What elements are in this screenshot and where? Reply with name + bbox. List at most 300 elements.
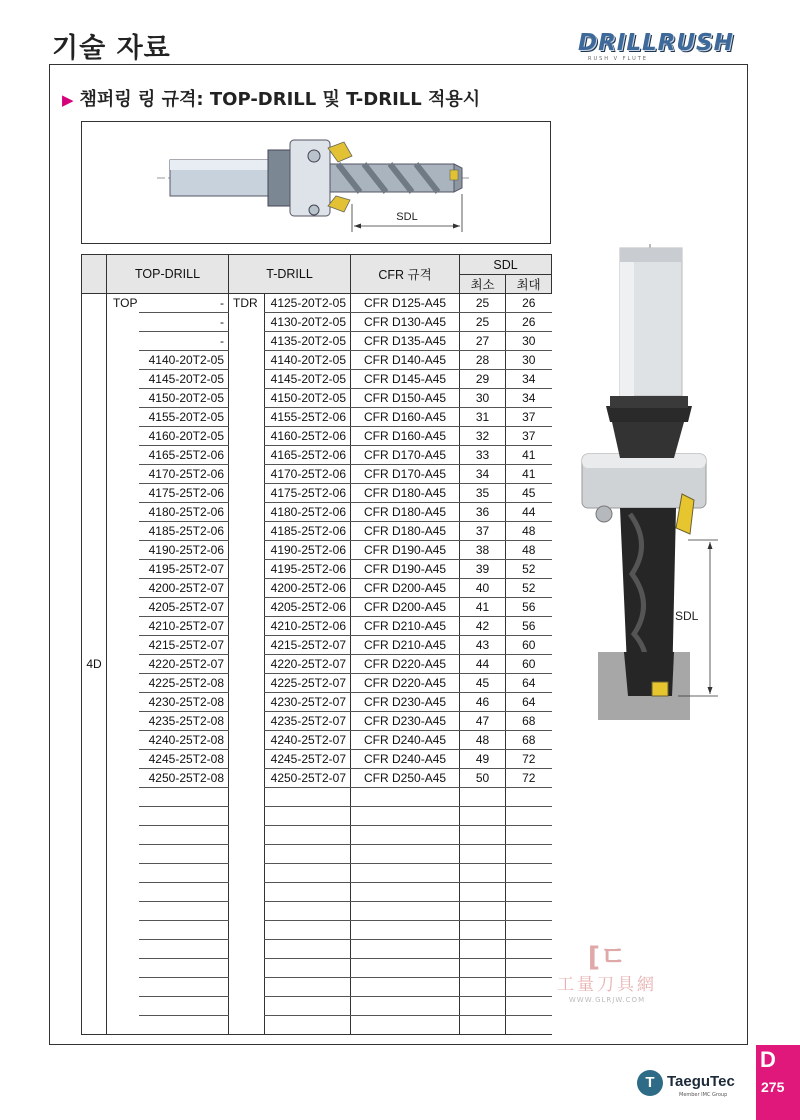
cfr-cell: CFR D220-A45 xyxy=(351,655,460,674)
t-prefix-blank xyxy=(229,484,265,503)
top-drill-cell: 4190-25T2-06 xyxy=(139,541,229,560)
sdl-max-cell: 68 xyxy=(506,712,552,731)
cfr-cell: CFR D180-A45 xyxy=(351,522,460,541)
photo-flange-top xyxy=(610,396,688,408)
top-drill-cell: 4160-20T2-05 xyxy=(139,427,229,446)
cfr-cell xyxy=(351,921,460,940)
table-row xyxy=(82,522,552,541)
t-drill-cell: 4215-25T2-07 xyxy=(265,636,351,655)
section-heading xyxy=(62,85,480,111)
prefix-blank xyxy=(107,674,139,693)
table-row xyxy=(82,351,552,370)
t-prefix-blank xyxy=(229,332,265,351)
cfr-cell: CFR D210-A45 xyxy=(351,636,460,655)
sdl-min-cell xyxy=(460,921,506,940)
triangle-right-icon: ▶ xyxy=(62,91,74,109)
watermark xyxy=(536,942,678,1012)
sdl-min-cell: 45 xyxy=(460,674,506,693)
sdl-min-cell xyxy=(460,826,506,845)
page-number: 275 xyxy=(761,1079,785,1095)
top-drill-cell: 4225-25T2-08 xyxy=(139,674,229,693)
table-row xyxy=(82,332,552,351)
t-drill-cell xyxy=(265,997,351,1016)
top-drill-cell xyxy=(139,826,229,845)
sdl-min-cell: 41 xyxy=(460,598,506,617)
sdl-min-cell xyxy=(460,902,506,921)
prefix-blank xyxy=(107,598,139,617)
t-prefix-blank xyxy=(229,636,265,655)
t-drill-cell: 4140-20T2-05 xyxy=(265,351,351,370)
prefix-blank xyxy=(107,788,139,807)
t-drill-cell xyxy=(265,807,351,826)
chamfer-ring-spec-table xyxy=(81,254,552,1035)
top-drill-cell: 4205-25T2-07 xyxy=(139,598,229,617)
header-sdl-max: 최대 xyxy=(506,275,552,294)
prefix-blank xyxy=(107,731,139,750)
top-drill-cell: 4220-25T2-07 xyxy=(139,655,229,674)
t-prefix-blank xyxy=(229,921,265,940)
prefix-blank xyxy=(107,959,139,978)
arrow-right-icon xyxy=(453,224,460,229)
table-row xyxy=(82,826,552,845)
prefix-blank xyxy=(107,560,139,579)
header-top-drill: TOP-DRILL xyxy=(107,255,229,294)
top-drill-cell xyxy=(139,978,229,997)
table-row xyxy=(82,1016,552,1035)
t-drill-cell xyxy=(265,826,351,845)
top-drill-cell: 4250-25T2-08 xyxy=(139,769,229,788)
prefix-blank xyxy=(107,883,139,902)
sdl-min-cell: 49 xyxy=(460,750,506,769)
t-drill-cell xyxy=(265,883,351,902)
cfr-cell: CFR D160-A45 xyxy=(351,427,460,446)
table-row xyxy=(82,921,552,940)
watermark-name: 工量刀具網 xyxy=(557,975,657,995)
header-cfr: CFR 규격 xyxy=(351,255,460,294)
table-row xyxy=(82,294,552,313)
sdl-min-cell: 39 xyxy=(460,560,506,579)
cfr-cell xyxy=(351,864,460,883)
t-drill-cell: 4195-25T2-06 xyxy=(265,560,351,579)
table-row xyxy=(82,959,552,978)
t-drill-cell: 4235-25T2-07 xyxy=(265,712,351,731)
prefix-blank xyxy=(107,465,139,484)
table-row xyxy=(82,788,552,807)
cfr-cell: CFR D230-A45 xyxy=(351,712,460,731)
table-row xyxy=(82,408,552,427)
cfr-cell xyxy=(351,826,460,845)
t-drill-cell xyxy=(265,1016,351,1035)
table-row xyxy=(82,769,552,788)
top-drill-cell: - xyxy=(139,332,229,351)
top-drill-cell: 4210-25T2-07 xyxy=(139,617,229,636)
top-drill-cell: 4230-25T2-08 xyxy=(139,693,229,712)
sdl-max-cell: 52 xyxy=(506,579,552,598)
sdl-min-cell xyxy=(460,978,506,997)
sdl-min-cell: 25 xyxy=(460,313,506,332)
section-heading-text: 챔퍼링 링 규격: TOP-DRILL 및 T-DRILL 적용시 xyxy=(79,89,481,110)
prefix-blank xyxy=(107,902,139,921)
cfr-cell: CFR D200-A45 xyxy=(351,598,460,617)
sdl-min-cell: 29 xyxy=(460,370,506,389)
table-row xyxy=(82,731,552,750)
table-row xyxy=(82,807,552,826)
top-prefix: TOP xyxy=(113,296,138,311)
table-row xyxy=(82,370,552,389)
prefix-blank xyxy=(107,807,139,826)
t-prefix-blank xyxy=(229,978,265,997)
t-prefix-blank xyxy=(229,655,265,674)
cfr-cell: CFR D160-A45 xyxy=(351,408,460,427)
sdl-min-cell: 40 xyxy=(460,579,506,598)
top-drill-cell xyxy=(139,902,229,921)
top-drill-cell: 4215-25T2-07 xyxy=(139,636,229,655)
t-prefix-blank xyxy=(229,712,265,731)
chamfer-insert xyxy=(328,142,352,162)
top-drill-cell: 4235-25T2-08 xyxy=(139,712,229,731)
top-drill-cell: 4165-25T2-06 xyxy=(139,446,229,465)
table-row xyxy=(82,655,552,674)
page-title: 기술 자료 xyxy=(52,33,171,64)
t-prefix-blank xyxy=(229,579,265,598)
sdl-min-cell: 34 xyxy=(460,465,506,484)
table-row xyxy=(82,541,552,560)
table-row xyxy=(82,560,552,579)
t-prefix-blank xyxy=(229,617,265,636)
t-drill-cell xyxy=(265,921,351,940)
cfr-cell xyxy=(351,997,460,1016)
top-drill-cell xyxy=(139,997,229,1016)
cfr-cell: CFR D250-A45 xyxy=(351,769,460,788)
prefix-blank xyxy=(107,712,139,731)
sdl-min-cell xyxy=(460,845,506,864)
prefix-blank xyxy=(107,693,139,712)
sdl-min-cell: 44 xyxy=(460,655,506,674)
table-row xyxy=(82,446,552,465)
sdl-max-cell: 41 xyxy=(506,465,552,484)
table-row xyxy=(82,389,552,408)
sdl-max-cell xyxy=(506,826,552,845)
sdl-min-cell: 36 xyxy=(460,503,506,522)
sdl-min-cell xyxy=(460,940,506,959)
sdl-min-cell: 27 xyxy=(460,332,506,351)
sdl-min-cell: 42 xyxy=(460,617,506,636)
top-drill-cell: 4140-20T2-05 xyxy=(139,351,229,370)
top-drill-cell: 4185-25T2-06 xyxy=(139,522,229,541)
t-prefix-blank xyxy=(229,446,265,465)
t-prefix-blank xyxy=(229,826,265,845)
top-drill-cell xyxy=(139,959,229,978)
top-drill-cell: - xyxy=(139,294,229,313)
prefix-blank xyxy=(107,940,139,959)
top-drill-cell: 4240-25T2-08 xyxy=(139,731,229,750)
cfr-cell: CFR D170-A45 xyxy=(351,446,460,465)
t-prefix-blank xyxy=(229,313,265,332)
top-drill-cell: 4145-20T2-05 xyxy=(139,370,229,389)
sdl-max-cell: 48 xyxy=(506,522,552,541)
table-body xyxy=(82,294,552,1035)
sdl-min-cell: 38 xyxy=(460,541,506,560)
table-row xyxy=(82,883,552,902)
prefix-blank xyxy=(107,522,139,541)
prefix-blank xyxy=(107,921,139,940)
table-row xyxy=(82,845,552,864)
t-prefix-blank xyxy=(229,465,265,484)
table-row xyxy=(82,636,552,655)
sdl-max-cell: 60 xyxy=(506,636,552,655)
sdl-max-cell: 30 xyxy=(506,332,552,351)
cfr-cell xyxy=(351,1016,460,1035)
cfr-cell xyxy=(351,807,460,826)
photo-shank-top xyxy=(620,248,682,262)
top-drill-cell: 4200-25T2-07 xyxy=(139,579,229,598)
t-drill-cell: 4150-20T2-05 xyxy=(265,389,351,408)
sdl-max-cell: 48 xyxy=(506,541,552,560)
t-drill-cell: 4130-20T2-05 xyxy=(265,313,351,332)
prefix-blank xyxy=(107,408,139,427)
drill-side-view-illustration xyxy=(82,122,552,245)
t-prefix-blank xyxy=(229,997,265,1016)
sdl-max-cell: 60 xyxy=(506,655,552,674)
t-drill-cell: 4170-25T2-06 xyxy=(265,465,351,484)
prefix-blank xyxy=(107,636,139,655)
t-drill-cell: 4165-25T2-06 xyxy=(265,446,351,465)
t-drill-cell: 4155-25T2-06 xyxy=(265,408,351,427)
t-prefix-blank xyxy=(229,731,265,750)
sdl-min-cell: 43 xyxy=(460,636,506,655)
cfr-cell: CFR D140-A45 xyxy=(351,351,460,370)
taegutec-logo-icon: T xyxy=(637,1070,663,1096)
prefix-blank xyxy=(107,370,139,389)
prefix-blank xyxy=(107,579,139,598)
table-row xyxy=(82,579,552,598)
sdl-max-cell xyxy=(506,883,552,902)
t-drill-cell xyxy=(265,959,351,978)
header-sdl: SDL xyxy=(460,255,552,275)
header-sdl-min: 최소 xyxy=(460,275,506,294)
prefix-blank xyxy=(107,427,139,446)
prefix-blank xyxy=(107,332,139,351)
brand-name: DRILLRUSH xyxy=(578,30,734,56)
t-drill-cell: 4225-25T2-07 xyxy=(265,674,351,693)
cfr-cell: CFR D220-A45 xyxy=(351,674,460,693)
top-drill-cell xyxy=(139,940,229,959)
tip-insert xyxy=(450,170,458,180)
t-drill-cell: 4180-25T2-06 xyxy=(265,503,351,522)
t-prefix-blank xyxy=(229,845,265,864)
drill-diagram xyxy=(81,121,551,244)
sdl-max-cell: 34 xyxy=(506,370,552,389)
sdl-min-cell: 50 xyxy=(460,769,506,788)
t-prefix-blank xyxy=(229,864,265,883)
watermark-url: WWW.GLRJW.COM xyxy=(568,996,646,1004)
table-row xyxy=(82,978,552,997)
photo-neck xyxy=(612,422,684,458)
top-drill-cell: 4175-25T2-06 xyxy=(139,484,229,503)
sdl-min-cell: 32 xyxy=(460,427,506,446)
sdl-min-cell xyxy=(460,1016,506,1035)
ring-screw-lower xyxy=(309,205,319,215)
page-tab xyxy=(756,1045,800,1120)
sdl-min-cell: 33 xyxy=(460,446,506,465)
sdl-min-cell: 30 xyxy=(460,389,506,408)
cfr-cell xyxy=(351,902,460,921)
sdl-min-cell xyxy=(460,997,506,1016)
prefix-blank xyxy=(107,351,139,370)
table-row xyxy=(82,864,552,883)
prefix-blank xyxy=(107,617,139,636)
table-row xyxy=(82,997,552,1016)
prefix-blank xyxy=(107,997,139,1016)
t-drill-cell xyxy=(265,864,351,883)
sdl-min-cell: 31 xyxy=(460,408,506,427)
t-drill-cell: 4245-25T2-07 xyxy=(265,750,351,769)
prefix-blank xyxy=(107,1016,139,1035)
taegutec-logo xyxy=(637,1068,752,1102)
cfr-cell: CFR D190-A45 xyxy=(351,560,460,579)
t-prefix-blank xyxy=(229,503,265,522)
t-prefix-blank xyxy=(229,389,265,408)
sdl-max-cell: 30 xyxy=(506,351,552,370)
t-prefix-blank xyxy=(229,427,265,446)
cfr-cell xyxy=(351,788,460,807)
t-prefix-blank xyxy=(229,902,265,921)
drillrush-logo xyxy=(578,30,750,64)
top-drill-cell: 4170-25T2-06 xyxy=(139,465,229,484)
prefix-blank xyxy=(107,978,139,997)
t-drill-cell: 4125-20T2-05 xyxy=(265,294,351,313)
top-drill-cell: 4150-20T2-05 xyxy=(139,389,229,408)
sdl-max-cell xyxy=(506,902,552,921)
t-drill-cell: 4210-25T2-06 xyxy=(265,617,351,636)
cfr-cell: CFR D125-A45 xyxy=(351,294,460,313)
sdl-min-cell xyxy=(460,807,506,826)
top-drill-cell xyxy=(139,788,229,807)
sdl-min-cell: 48 xyxy=(460,731,506,750)
sdl-min-cell: 37 xyxy=(460,522,506,541)
sdl-max-cell: 64 xyxy=(506,674,552,693)
t-prefix-blank xyxy=(229,560,265,579)
sdl-max-cell: 64 xyxy=(506,693,552,712)
t-prefix-blank xyxy=(229,693,265,712)
cfr-cell: CFR D135-A45 xyxy=(351,332,460,351)
cfr-cell: CFR D230-A45 xyxy=(351,693,460,712)
t-drill-cell: 4160-25T2-06 xyxy=(265,427,351,446)
sdl-min-cell xyxy=(460,883,506,902)
sdl-min-cell: 35 xyxy=(460,484,506,503)
table-row xyxy=(82,750,552,769)
table-row xyxy=(82,427,552,446)
cfr-cell xyxy=(351,845,460,864)
t-prefix-blank xyxy=(229,959,265,978)
top-drill-cell: 4245-25T2-08 xyxy=(139,750,229,769)
sdl-max-cell xyxy=(506,788,552,807)
sdl-max-cell xyxy=(506,845,552,864)
t-drill-cell: 4185-25T2-06 xyxy=(265,522,351,541)
sdl-label: SDL xyxy=(396,211,418,223)
t-drill-cell xyxy=(265,978,351,997)
sdl-max-cell: 72 xyxy=(506,769,552,788)
arrow-left-icon xyxy=(354,224,361,229)
cfr-cell: CFR D200-A45 xyxy=(351,579,460,598)
cfr-cell: CFR D150-A45 xyxy=(351,389,460,408)
photo-ring-screw xyxy=(596,506,612,522)
t-prefix-blank xyxy=(229,807,265,826)
table-row xyxy=(82,313,552,332)
cfr-cell: CFR D180-A45 xyxy=(351,484,460,503)
t-drill-cell: 4240-25T2-07 xyxy=(265,731,351,750)
t-drill-cell xyxy=(265,902,351,921)
t-prefix-blank xyxy=(229,1016,265,1035)
t-prefix-blank xyxy=(229,351,265,370)
t-drill-cell: 4145-20T2-05 xyxy=(265,370,351,389)
top-drill-cell xyxy=(139,1016,229,1035)
top-drill-cell xyxy=(139,921,229,940)
t-drill-cell: 4190-25T2-06 xyxy=(265,541,351,560)
prefix-blank xyxy=(107,845,139,864)
cfr-cell: CFR D240-A45 xyxy=(351,750,460,769)
cfr-cell: CFR D190-A45 xyxy=(351,541,460,560)
cfr-cell xyxy=(351,883,460,902)
sdl-min-cell: 47 xyxy=(460,712,506,731)
t-prefix-blank xyxy=(229,883,265,902)
prefix-blank xyxy=(107,864,139,883)
t-prefix-blank xyxy=(229,370,265,389)
t-prefix-blank xyxy=(229,598,265,617)
photo-flange xyxy=(606,406,692,422)
header-t-drill: T-DRILL xyxy=(229,255,351,294)
footer-sub: Member IMC Group xyxy=(679,1092,728,1098)
top-drill-cell: 4195-25T2-07 xyxy=(139,560,229,579)
table-row xyxy=(82,902,552,921)
table-row xyxy=(82,617,552,636)
photo-shank-highlight xyxy=(620,248,634,396)
top-drill-cell xyxy=(139,845,229,864)
table-row xyxy=(82,712,552,731)
cfr-cell: CFR D145-A45 xyxy=(351,370,460,389)
t-prefix-blank xyxy=(229,769,265,788)
t-prefix-blank xyxy=(229,522,265,541)
top-drill-cell xyxy=(139,807,229,826)
top-drill-cell: - xyxy=(139,313,229,332)
cfr-cell: CFR D210-A45 xyxy=(351,617,460,636)
cfr-cell: CFR D170-A45 xyxy=(351,465,460,484)
sdl-max-cell: 56 xyxy=(506,617,552,636)
t-prefix-blank xyxy=(229,541,265,560)
photo-sdl-label: SDL xyxy=(675,609,699,623)
prefix-blank xyxy=(107,655,139,674)
top-drill-cell xyxy=(139,883,229,902)
t-drill-cell xyxy=(265,845,351,864)
sdl-max-cell: 37 xyxy=(506,408,552,427)
prefix-blank xyxy=(107,503,139,522)
table-row xyxy=(82,598,552,617)
table-row xyxy=(82,503,552,522)
sdl-min-cell: 46 xyxy=(460,693,506,712)
t-prefix-blank xyxy=(229,750,265,769)
footer-brand: TaeguTec xyxy=(667,1073,735,1090)
sdl-max-cell: 44 xyxy=(506,503,552,522)
t-drill-cell: 4135-20T2-05 xyxy=(265,332,351,351)
sdl-max-cell: 56 xyxy=(506,598,552,617)
group-label-4d: 4D xyxy=(82,294,107,1035)
table-row xyxy=(82,465,552,484)
t-prefix-blank xyxy=(229,674,265,693)
sdl-min-cell xyxy=(460,959,506,978)
sdl-min-cell: 28 xyxy=(460,351,506,370)
top-drill-cell: 4155-20T2-05 xyxy=(139,408,229,427)
sdl-max-cell: 72 xyxy=(506,750,552,769)
